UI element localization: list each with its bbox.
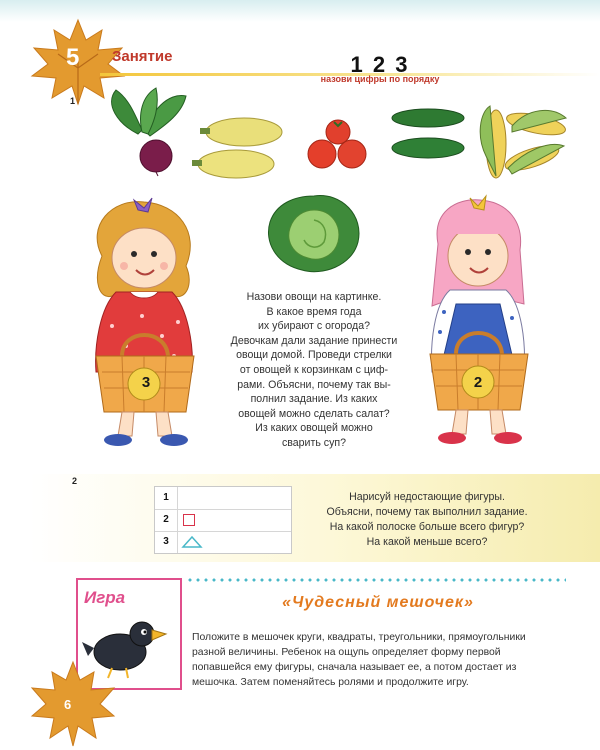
cucumbers-image	[388, 104, 470, 166]
task2-line: Объясни, почему так выполнил задание.	[326, 506, 528, 518]
task2-text	[298, 490, 556, 550]
game-title: «Чудесный мешочек»	[282, 594, 474, 611]
task2-line: Нарисуй недостающие фигуры.	[349, 491, 505, 503]
task2-line: На какой меньше всего?	[366, 536, 488, 548]
instruction-line: Девочкам дали задание принести	[230, 334, 398, 347]
instruction-line: овощи домой. Проведи стрелки	[236, 349, 392, 362]
task1-instruction	[222, 290, 406, 451]
instruction-line: полнил задание. Из каких	[250, 393, 378, 406]
game-line: мешочка. Затем поменяйтесь ролями и продолжите игру.	[192, 677, 469, 688]
girl-right-illustration	[420, 194, 538, 448]
instruction-line: В какое время года	[266, 305, 362, 318]
digits-heading: 1 2 3	[350, 52, 410, 77]
maple-leaf-icon	[28, 660, 118, 748]
game-line: Положите в мешочек круги, квадраты, треугольники, прямоугольники	[192, 632, 526, 643]
basket-number-3: 3	[141, 374, 151, 391]
beet-image	[98, 84, 194, 176]
row-number: 1	[155, 487, 178, 509]
lesson-number: 5	[66, 44, 80, 71]
corn-image	[472, 96, 572, 186]
tomatoes-image	[302, 118, 372, 170]
figures-grid[interactable]	[154, 486, 292, 554]
squash-image	[192, 110, 290, 182]
basket-number-2: 2	[473, 374, 483, 391]
game-label: Игра	[84, 588, 126, 607]
grid-row-3	[155, 531, 291, 553]
game-line: разной величины. Ребенок на ощупь определяет форму первой	[192, 647, 501, 658]
instruction-line: рами. Объясни, почему так вы-	[237, 378, 391, 391]
game-line: попавшейся ему фигуры, сначала называет ее, а потом достает из	[192, 662, 517, 673]
row-number: 2	[155, 509, 178, 531]
girl-left-illustration	[82, 196, 210, 450]
instruction-line: Из каких овощей можно	[255, 422, 373, 435]
task-number-2: 2	[72, 476, 78, 486]
digits-caption: назови цифры по порядку	[320, 74, 440, 84]
instruction-line: от овощей к корзинкам с циф-	[239, 363, 389, 376]
triangle-shape-icon	[181, 535, 203, 549]
task-number-1: 1	[70, 96, 76, 106]
lesson-title: Занятие	[112, 48, 173, 65]
cabbage-image	[262, 186, 366, 276]
square-shape-icon	[183, 514, 195, 526]
page-number: 6	[64, 697, 72, 712]
grid-row-2	[155, 509, 291, 532]
row-number: 3	[155, 531, 178, 553]
game-description	[192, 630, 566, 690]
dotted-divider	[186, 578, 566, 582]
instruction-line: сварить суп?	[281, 436, 347, 449]
instruction-line: овощей можно сделать салат?	[238, 407, 390, 420]
task2-line: На какой полоске больше всего фигур?	[329, 521, 525, 533]
instruction-line: их убирают с огорода?	[257, 320, 371, 333]
grid-row-1	[155, 487, 291, 510]
instruction-line: Назови овощи на картинке.	[246, 291, 382, 303]
